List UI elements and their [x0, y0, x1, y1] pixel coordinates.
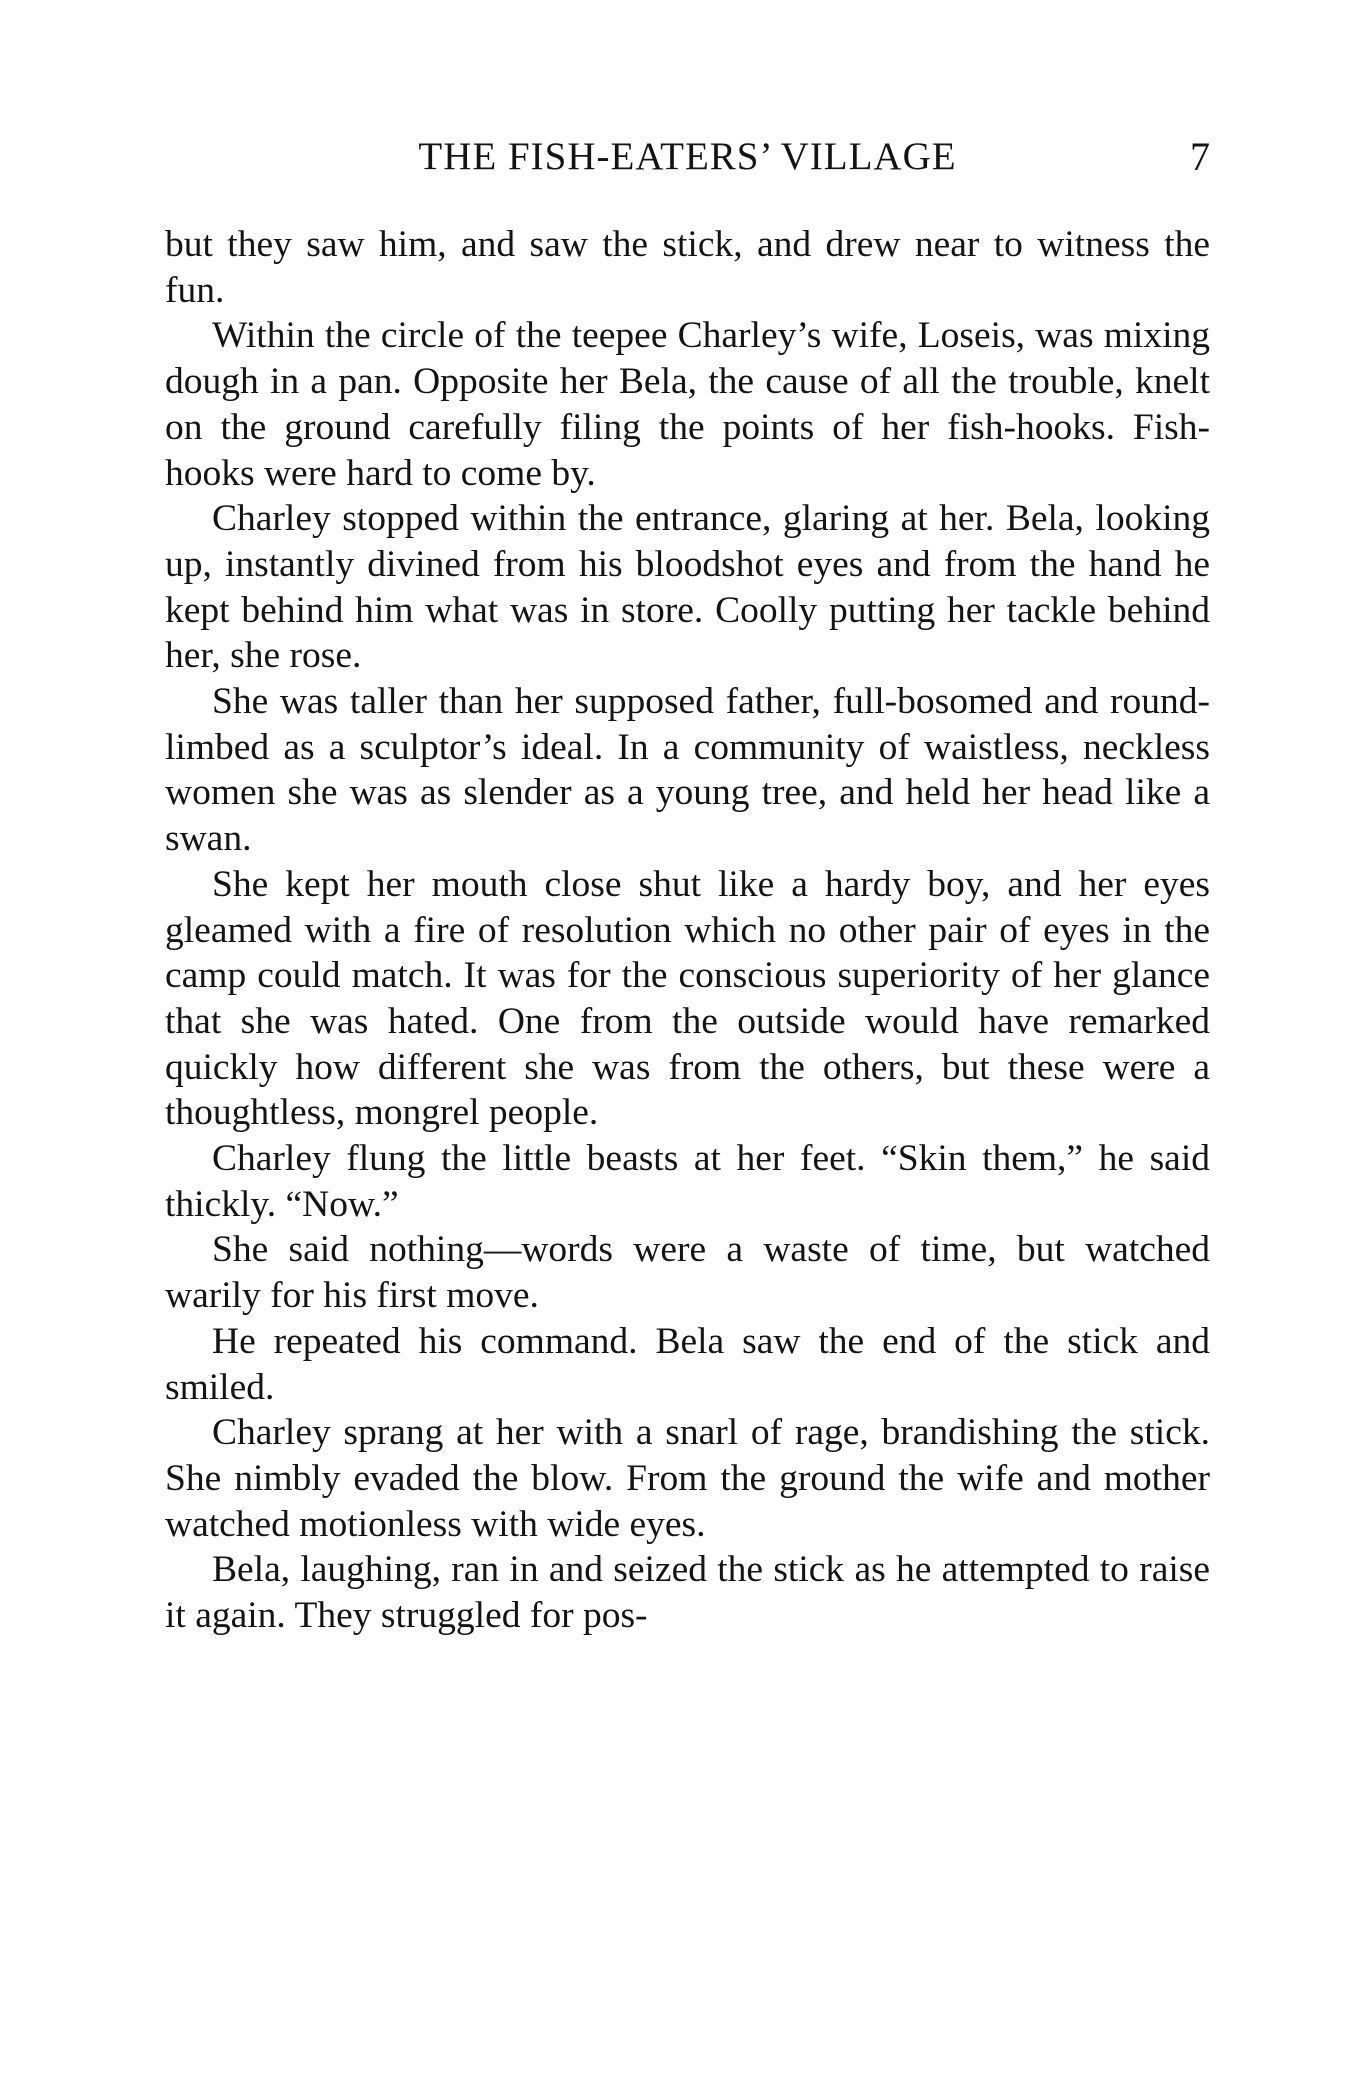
body-text: [165, 222, 1210, 1639]
paragraph: Charley sprang at her with a snarl of rage, brandishing the stick. She nimbly evaded the blow. From the ground the wife and mother watched motionless with wide eyes.: [165, 1412, 1210, 1545]
paragraph: Within the circle of the teepee Charley’s wife, Loseis, was mixing dough in a pan. Opposite her Bela, the cause of all the trouble, knelt on the ground carefully filing the points of her fish-hooks. Fish-hooks were hard to come by.: [165, 315, 1210, 494]
page-number: 7: [1190, 134, 1210, 179]
paragraph: but they saw him, and saw the stick, and drew near to witness the fun.: [165, 224, 1210, 311]
running-title: THE FISH-EATERS’ VILLAGE: [418, 135, 957, 178]
paragraph: She said nothing—words were a waste of time, but watched warily for his first move.: [165, 1229, 1210, 1317]
paragraph: Bela, laughing, ran in and seized the stick as he attempted to raise it again. They struggled for pos-: [165, 1549, 1210, 1637]
paragraph: Charley stopped within the entrance, glaring at her. Bela, looking up, instantly divined from his bloodshot eyes and from the hand he kept behind him what was in store. Coolly putting her tackle behind her, she rose.: [165, 498, 1210, 677]
paragraph: She was taller than her supposed father, full-bosomed and round-limbed as a sculptor’s ideal. In a community of waistless, neckless women she was as slender as a young tree, and held her head like a swan.: [165, 681, 1210, 860]
running-head: [165, 132, 1210, 182]
paragraph: Charley flung the little beasts at her feet. “Skin them,” he said thickly. “Now.”: [165, 1138, 1210, 1225]
paragraph: She kept her mouth close shut like a hardy boy, and her eyes gleamed with a fire of resolution which no other pair of eyes in the camp could match. It was for the conscious superiority of her glance that she was hated. One from the outside would have remarked quickly how different she was from the others, but these were a thoughtless, mongrel people.: [165, 863, 1210, 1134]
paragraph: He repeated his command. Bela saw the end of the stick and smiled.: [165, 1320, 1210, 1408]
